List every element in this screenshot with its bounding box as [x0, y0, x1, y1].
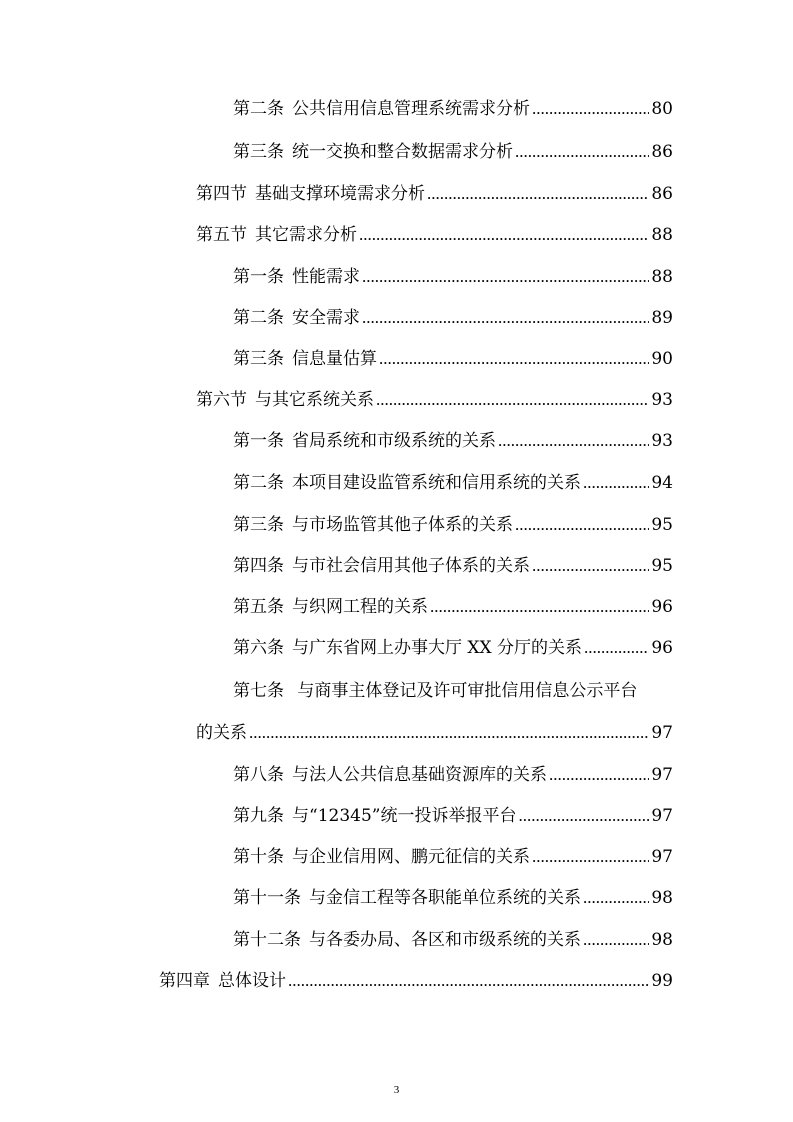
dot-leader	[359, 224, 649, 246]
toc-entry[interactable]	[233, 637, 673, 659]
toc-entry-page: 93	[651, 390, 673, 410]
toc-entry-title: 与织网工程的关系	[292, 597, 428, 617]
dot-leader	[498, 430, 649, 452]
dot-leader	[532, 555, 649, 577]
toc-entry-page: 95	[651, 556, 673, 576]
toc-entry-label: 第三条	[233, 349, 284, 369]
toc-entry[interactable]	[159, 970, 673, 992]
toc-entry-page: 95	[651, 515, 673, 535]
toc-entry-label: 第四章	[159, 971, 210, 991]
toc-entry-title: 本项目建设监管系统和信用系统的关系	[292, 473, 581, 493]
toc-entry-page: 80	[651, 99, 673, 119]
toc-entry-title: 基础支撑环境需求分析	[255, 184, 425, 204]
toc-entry[interactable]	[233, 141, 673, 163]
toc-entry-label: 第十条	[233, 847, 284, 867]
toc-entry-title: 省局系统和市级系统的关系	[292, 431, 496, 451]
toc-entry-continuation[interactable]	[196, 722, 673, 744]
toc-entry[interactable]	[233, 929, 673, 951]
toc-entry[interactable]	[233, 887, 673, 909]
toc-entry-page: 97	[651, 806, 673, 826]
toc-entry-title: 与“12345”统一投诉举报平台	[292, 806, 517, 826]
toc-entry-title: 总体设计	[218, 971, 286, 991]
dot-leader	[427, 183, 649, 205]
toc-entry-title: 与其它系统关系	[255, 390, 374, 410]
toc-entry-label: 第二条	[233, 473, 284, 493]
toc-entry-page: 90	[651, 349, 673, 369]
dot-leader	[583, 929, 649, 951]
toc-entry-title: 性能需求	[292, 267, 360, 287]
toc-entry-page: 88	[651, 225, 673, 245]
toc-entry-title: 其它需求分析	[255, 225, 357, 245]
toc-entry-page: 94	[651, 473, 673, 493]
toc-entry-label: 第四节	[196, 184, 247, 204]
toc-entry-title: 与金信工程等各职能单位系统的关系	[309, 888, 581, 908]
toc-entry-label: 第二条	[233, 308, 284, 328]
dot-leader	[583, 887, 649, 909]
toc-entry-page: 99	[651, 971, 673, 991]
toc-entry-label: 第四条	[233, 556, 284, 576]
toc-entry-title: 公共信用信息管理系统需求分析	[292, 99, 530, 119]
toc-entry[interactable]	[233, 307, 673, 329]
toc-entry-label: 第九条	[233, 806, 284, 826]
dot-leader	[376, 389, 649, 411]
toc-entry-title: 与法人公共信息基础资源库的关系	[292, 765, 547, 785]
toc-entry-page: 97	[651, 723, 673, 743]
toc-entry-page: 98	[651, 888, 673, 908]
toc-entry[interactable]	[233, 555, 673, 577]
toc-entry-label: 第一条	[233, 267, 284, 287]
toc-entry-label: 第七条	[233, 681, 284, 701]
dot-leader	[518, 805, 649, 827]
toc-entry-title: 与企业信用网、鹏元征信的关系	[292, 847, 530, 867]
toc-entry-wrapped[interactable]	[233, 680, 637, 702]
toc-entry[interactable]	[233, 846, 673, 868]
toc-entry-label: 第八条	[233, 765, 284, 785]
toc-entry-label: 第一条	[233, 431, 284, 451]
toc-entry-label: 第五节	[196, 225, 247, 245]
toc-entry-page: 88	[651, 267, 673, 287]
toc-entry-label: 第六节	[196, 390, 247, 410]
toc-entry[interactable]	[233, 266, 673, 288]
toc-entry[interactable]	[233, 348, 673, 370]
dot-leader	[379, 348, 649, 370]
dot-leader	[532, 846, 649, 868]
toc-entry-page: 96	[651, 638, 673, 658]
dot-leader	[288, 970, 649, 992]
dot-leader	[584, 637, 649, 659]
toc-entry-title: 与市社会信用其他子体系的关系	[292, 556, 530, 576]
page-number: 3	[393, 1084, 400, 1096]
toc-entry[interactable]	[233, 596, 673, 618]
dot-leader	[532, 98, 649, 120]
toc-entry-title: 与市场监管其他子体系的关系	[292, 515, 513, 535]
toc-entry-title: 统一交换和整合数据需求分析	[292, 142, 513, 162]
toc-entry-page: 97	[651, 765, 673, 785]
toc-entry[interactable]	[196, 183, 673, 205]
toc-entry-page: 89	[651, 308, 673, 328]
toc-entry-page: 98	[651, 930, 673, 950]
dot-leader	[549, 764, 649, 786]
dot-leader	[362, 307, 649, 329]
toc-entry-label: 第十二条	[233, 930, 301, 950]
dot-leader	[515, 141, 649, 163]
toc-entry-page: 93	[651, 431, 673, 451]
toc-entry[interactable]	[233, 514, 673, 536]
toc-entry[interactable]	[233, 472, 673, 494]
toc-entry[interactable]	[233, 98, 673, 120]
toc-entry[interactable]	[196, 389, 673, 411]
dot-leader	[362, 266, 649, 288]
toc-entry[interactable]	[233, 805, 673, 827]
toc-entry[interactable]	[196, 224, 673, 246]
toc-entry-title: 与广东省网上办事大厅 XX 分厅的关系	[292, 638, 583, 658]
toc-entry-title: 与各委办局、各区和市级系统的关系	[309, 930, 581, 950]
toc-entry-page: 86	[651, 142, 673, 162]
dot-leader	[430, 596, 649, 618]
toc-entry-title: 安全需求	[292, 308, 360, 328]
toc-entry-label: 第六条	[233, 638, 284, 658]
toc-entry-label: 第十一条	[233, 888, 301, 908]
toc-entry-label: 第五条	[233, 597, 284, 617]
toc-entry-title: 与商事主体登记及许可审批信用信息公示平台	[297, 681, 638, 701]
toc-entry-title: 信息量估算	[292, 349, 377, 369]
toc-entry-label: 第三条	[233, 142, 284, 162]
toc-entry-page: 96	[651, 597, 673, 617]
toc-entry-label: 第三条	[233, 515, 284, 535]
dot-leader	[249, 722, 649, 744]
toc-entry-title-continued: 的关系	[196, 723, 247, 743]
dot-leader	[583, 472, 649, 494]
toc-entry-page: 97	[651, 847, 673, 867]
toc-entry-label: 第二条	[233, 99, 284, 119]
dot-leader	[515, 514, 649, 536]
toc-entry-page: 86	[651, 184, 673, 204]
toc-entry[interactable]	[233, 764, 673, 786]
toc-entry[interactable]	[233, 430, 673, 452]
